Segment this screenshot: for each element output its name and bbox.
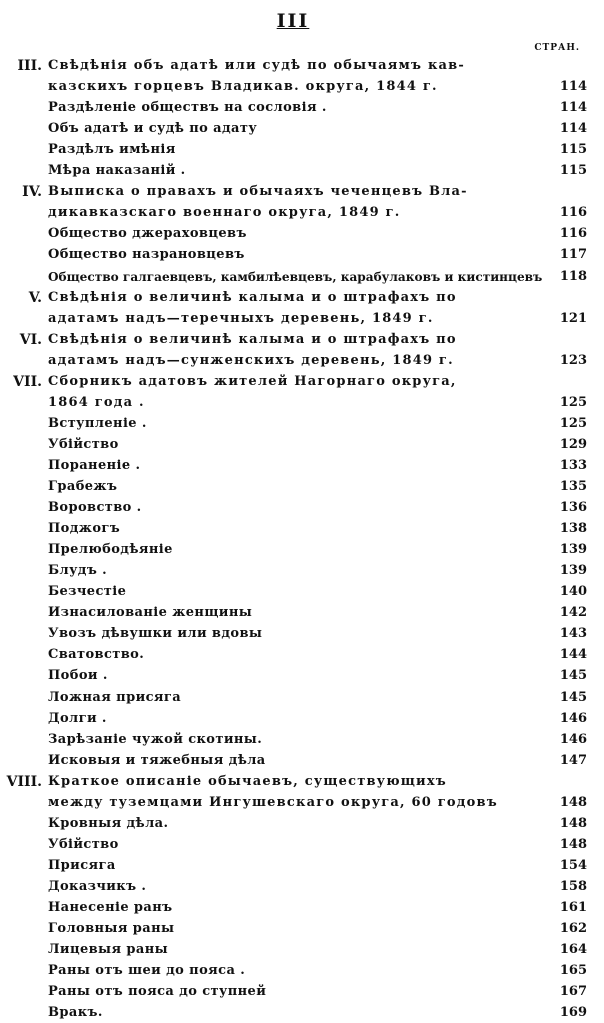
toc-page-number: 129 [559, 436, 587, 452]
toc-page-number: 117 [559, 247, 587, 263]
toc-entry-title: дикавказскаго военнаго округа, 1849 г. [48, 205, 401, 221]
toc-entry-title: Раздѣлъ имѣнія [48, 142, 176, 158]
section-number: VI. [19, 331, 42, 348]
toc-row [0, 224, 604, 244]
toc-entry-title: Выписка о правахъ и обычаяхъ чеченцевъ Вла- [48, 184, 468, 200]
toc-row [0, 835, 604, 855]
toc-row [0, 666, 604, 686]
toc-page-number: 164 [559, 942, 587, 958]
toc-page-number: 148 [559, 815, 587, 831]
toc-page-number: 145 [559, 668, 587, 684]
toc-entry-title: Вступленіе . [48, 415, 147, 431]
toc-row [0, 98, 604, 118]
toc-page-number: 136 [559, 500, 587, 516]
toc-row [0, 77, 604, 97]
toc-page-number: 139 [559, 542, 587, 558]
toc-page-number: 154 [559, 857, 587, 873]
page-number: III [276, 10, 310, 32]
toc-entry-title: Кровныя дѣла. [48, 815, 169, 831]
toc-page-number: 161 [559, 900, 587, 915]
section-number: VIII. [6, 773, 42, 790]
toc-entry-title: Убійство [48, 436, 119, 452]
toc-page-number: 146 [559, 731, 587, 747]
toc-row [0, 414, 604, 434]
toc-row [0, 940, 604, 960]
toc-entry-title: Объ адатѣ и судѣ по адату [48, 121, 258, 137]
toc-entry-title: адатамъ надъ—сунженскихъ деревень, 1849 г. [48, 352, 454, 368]
toc-entry-title: Поджогъ [48, 521, 121, 537]
toc-row [0, 540, 604, 560]
toc-page-number: 138 [559, 521, 587, 537]
section-number: V. [28, 289, 42, 306]
section-number: IV. [22, 184, 42, 201]
toc-page-number: 167 [559, 984, 587, 1000]
toc-page-number: 148 [559, 794, 587, 810]
toc-row [0, 288, 604, 308]
toc-entry-title: Раны отъ пояса до ступней [48, 984, 267, 1000]
toc-page-number: 148 [559, 836, 587, 852]
toc-row [0, 56, 604, 76]
toc-row [0, 1003, 604, 1023]
toc-row [0, 961, 604, 981]
toc-entry-title: Прелюбодѣяніе [48, 542, 173, 558]
toc-entry-title: Головныя раны [48, 921, 175, 937]
toc-page-number: 146 [559, 710, 587, 726]
toc-page-number: 123 [559, 352, 587, 368]
toc-page-number: 162 [559, 921, 587, 937]
toc-page-number: 142 [559, 605, 587, 621]
toc-row [0, 730, 604, 750]
toc-row [0, 919, 604, 939]
toc-page-number: 121 [559, 310, 587, 326]
toc-page-number: 116 [559, 226, 587, 242]
toc-page-number: 135 [559, 479, 587, 494]
toc-entry-title: Вракъ. [48, 1005, 103, 1021]
toc-entry-title: Исковыя и тяжебныя дѣла [48, 752, 266, 768]
toc-entry-title: Свѣдѣнія о величинѣ калыма и о штрафахъ по [48, 289, 457, 305]
toc-entry-title: Сборникъ адатовъ жителей Нагорнаго округа, [48, 373, 457, 389]
toc-entry-title: Краткое описаніе обычаевъ, существующихъ [48, 773, 447, 789]
toc-row [0, 603, 604, 623]
toc-page-number: 169 [559, 1005, 587, 1021]
toc-row [0, 140, 604, 160]
toc-page-number: 133 [559, 457, 587, 473]
toc-entry-title: Доказчикъ . [48, 878, 147, 894]
toc-row [0, 688, 604, 708]
toc-entry-title: Убійство [48, 836, 119, 852]
toc-entry-title: Общество назрановцевъ [48, 247, 245, 263]
toc-entry-title: Присяга [48, 857, 116, 873]
toc-row [0, 814, 604, 834]
toc-entry-title: Побои . [48, 668, 108, 684]
toc-row [0, 709, 604, 729]
toc-entry-title: Зарѣзаніе чужой скотины. [48, 731, 263, 747]
toc-page-number: 114 [559, 121, 587, 137]
toc-entry-title: Долги . [48, 710, 107, 726]
toc-row [0, 372, 604, 392]
toc-page-number: 115 [559, 142, 587, 158]
toc-page-number: 147 [559, 752, 587, 768]
toc-row [0, 498, 604, 518]
toc-row [0, 393, 604, 413]
toc-row [0, 267, 604, 287]
toc-row [0, 351, 604, 371]
toc-row [0, 519, 604, 539]
toc-page-number: 114 [559, 100, 587, 116]
toc-entry-title: казскихъ горцевъ Владикав. округа, 1844 г. [48, 79, 438, 95]
toc-entry-title: между туземцами Ингушевскаго округа, 60 годовъ [48, 794, 498, 810]
toc-row [0, 624, 604, 644]
toc-entry-title: Изнасилованіе женщины [48, 605, 253, 621]
toc-row [0, 877, 604, 897]
toc-entry-title: Раздѣленіе обществъ на сословія . [48, 100, 327, 116]
toc-entry-title: Свѣдѣнія объ адатѣ или судѣ по обычаямъ кав- [48, 58, 465, 73]
toc-page-number: 125 [559, 415, 587, 431]
toc-row [0, 119, 604, 139]
toc-entry-title: Грабежъ [48, 479, 118, 494]
toc-entry-title: Общество джераховцевъ [48, 226, 247, 242]
toc-entry-title: Раны отъ шеи до пояса . [48, 963, 246, 979]
toc-row [0, 330, 604, 350]
toc-page-number: 158 [559, 878, 587, 894]
pages-column-label: СТРАН. [534, 43, 580, 53]
toc-row [0, 435, 604, 455]
toc-row [0, 645, 604, 665]
toc-row [0, 161, 604, 181]
toc-page-number: 125 [559, 394, 587, 410]
toc-row [0, 793, 604, 813]
toc-page-number: 118 [559, 268, 587, 284]
toc-page-number: 144 [559, 647, 587, 663]
toc-row [0, 182, 604, 202]
toc-entry-title: Нанесеніе ранъ [48, 900, 173, 915]
toc-entry-title: Мѣра наказаній . [48, 163, 186, 179]
toc-row [0, 751, 604, 771]
toc-page-number: 116 [559, 205, 587, 221]
toc-page-number: 140 [559, 584, 587, 600]
toc-row [0, 203, 604, 223]
toc-entry-title: 1864 года . [48, 394, 145, 410]
toc-page-number: 139 [559, 563, 587, 579]
toc-entry-title: адатамъ надъ—теречныхъ деревень, 1849 г. [48, 310, 434, 326]
toc-row [0, 561, 604, 581]
toc-row [0, 982, 604, 1002]
section-number: III. [17, 58, 42, 74]
toc-entry-title: Сватовство. [48, 647, 145, 663]
toc-entry-title: Безчестіе [48, 584, 127, 600]
toc-row [0, 772, 604, 792]
toc-row [0, 856, 604, 876]
toc-page-number: 115 [559, 163, 587, 179]
toc-row [0, 582, 604, 602]
toc-entry-title: Свѣдѣнія о величинѣ калыма и о штрафахъ по [48, 331, 457, 347]
toc-page-number: 165 [559, 963, 587, 979]
toc-page-number: 143 [559, 626, 587, 642]
toc-entry-title: Пораненіе . [48, 457, 141, 473]
toc-entry-title: Блудъ . [48, 563, 108, 579]
toc-row [0, 456, 604, 476]
toc-entry-title: Ложная присяга [48, 689, 182, 705]
toc-entry-title: Воровство . [48, 500, 142, 516]
toc-entry-title: Лицевыя раны [48, 942, 169, 958]
section-number: VII. [13, 373, 42, 390]
toc-page-number: 145 [559, 689, 587, 705]
toc-row [0, 898, 604, 918]
toc-page-number: 114 [559, 79, 587, 95]
toc-entry-title: Увозъ дѣвушки или вдовы [48, 626, 263, 642]
toc-row [0, 309, 604, 329]
toc-row [0, 245, 604, 265]
toc-row [0, 477, 604, 497]
toc-entry-title: Общество галгаевцевъ, камбилѣевцевъ, карабулаковъ и кистинцевъ [48, 269, 543, 284]
